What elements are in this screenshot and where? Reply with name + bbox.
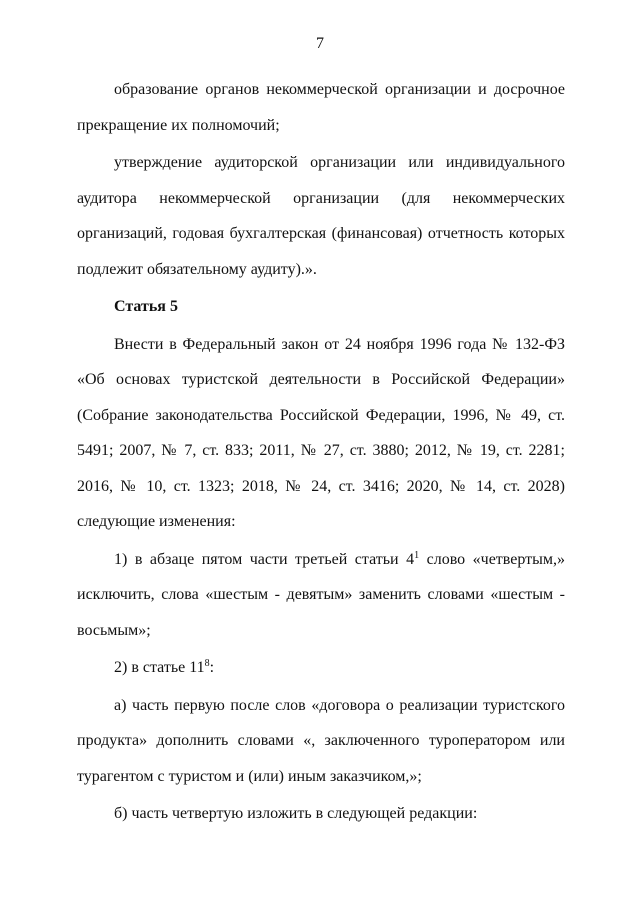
item-2-text-end: : [209,659,215,676]
paragraph-organs-formation: образование органов некоммерческой организации и досрочное прекращение их полномочий; [77,81,565,134]
item-2-superscript: 8 [204,658,210,669]
item-1-text-end: слово «четвертым,» исключить, слова «шестым - девятым» заменить словами «шестым - восьмым»; [77,550,565,639]
item-1-text-start: 1) в абзаце пятом части третьей статьи 4 [114,550,415,568]
paragraph-auditor-approval: утверждение аудиторской организации или индивидуального аудитора некоммерческой организации (для некоммерческих организаций, годовая бухгалтерская (финансовая) отчетность которых подлежит обязательному аудиту).». [77,154,565,278]
document-body [77,72,565,834]
item-2-text-start: 2) в статье 11 [114,659,205,676]
paragraph-item-2 [77,650,565,686]
page-number: 7 [316,35,324,52]
item-1-superscript: 1 [414,549,420,561]
paragraph-law-amendment: Внести в Федеральный закон от 24 ноября 1996 года № 132-ФЗ «Об основах туристской деятельности в Российской Федерации» (Собрание законодательства Российской Федерации, 1996, № 49, ст. 5491; 2007, № 7, ст. 833; 2011, № 27, ст. 3880; 2012, № 19, ст. 2281; 2016, № 10, ст. 1323; 2018, № 24, ст. 3416; 2020, № 14, ст. 2028) следующие изменения: [77,335,565,530]
article-heading: Статья 5 [114,298,178,315]
paragraph-subitem-b: б) часть четвертую изложить в следующей редакции: [114,805,478,822]
paragraph-subitem-a: а) часть первую после слов «договора о реализации туристского продукта» дополнить словами «, заключенного туроператором или турагентом с туристом и (или) иным заказчиком,»; [77,696,565,785]
paragraph-item-1 [77,542,565,649]
